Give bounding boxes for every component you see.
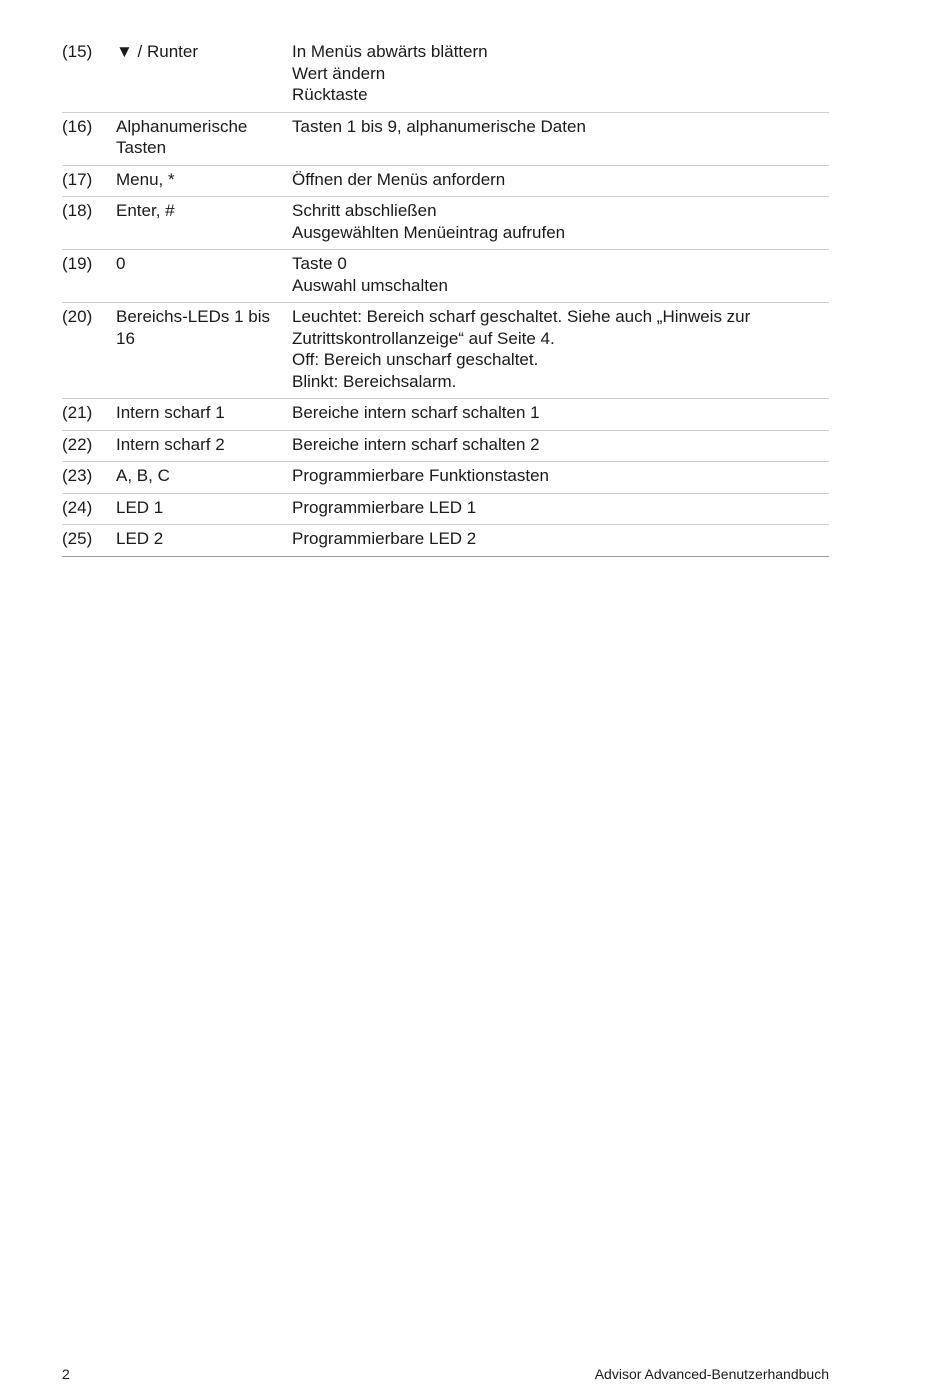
item-number: (21)	[62, 403, 93, 422]
table-row	[62, 38, 829, 113]
description-line: Öffnen der Menüs anfordern	[292, 169, 506, 189]
description-line: Ausgewählten Menüeintrag aufrufen	[292, 222, 566, 242]
description-line: Programmierbare LED 1	[292, 497, 477, 517]
item-number: (20)	[62, 307, 93, 326]
item-number: (19)	[62, 254, 93, 273]
item-number: (17)	[62, 169, 93, 189]
key-description	[292, 465, 829, 487]
table-row	[62, 494, 829, 526]
key-description	[292, 497, 829, 519]
key-description	[292, 253, 829, 296]
description-line: Off: Bereich unscharf geschaltet.	[292, 350, 539, 369]
table-row	[62, 166, 829, 198]
table-row	[62, 113, 829, 166]
description-line: Bereiche intern scharf schalten 1	[292, 403, 540, 422]
key-label: Bereichs-LEDs 1 bis 16	[116, 307, 271, 348]
key-label: LED 1	[116, 497, 164, 517]
item-number: (23)	[62, 466, 93, 485]
key-description	[292, 169, 829, 191]
description-line: Rücktaste	[292, 85, 368, 104]
key-label: A, B, C	[116, 466, 170, 485]
item-number: (15)	[62, 42, 93, 61]
description-line: Taste 0	[292, 254, 347, 273]
description-line: Tasten 1 bis 9, alphanumerische Daten	[292, 116, 586, 136]
description-line: Programmierbare Funktionstasten	[292, 466, 550, 485]
page-number: 2	[62, 1366, 70, 1382]
item-number: (18)	[62, 201, 93, 220]
description-line: Leuchtet: Bereich scharf geschaltet. Siehe auch „Hinweis zur	[292, 307, 751, 326]
description-line: In Menüs abwärts blättern	[292, 42, 488, 61]
description-line: Schritt abschließen	[292, 201, 437, 220]
key-description	[292, 116, 829, 159]
key-label: LED 2	[116, 529, 164, 548]
key-label: Intern scharf 1	[116, 403, 225, 422]
key-label: Enter, #	[116, 201, 175, 220]
key-label: Alphanumerische Tasten	[116, 116, 248, 157]
key-description	[292, 402, 829, 424]
table-row	[62, 303, 829, 399]
key-label: Menu, *	[116, 169, 175, 189]
table-row	[62, 399, 829, 431]
key-description	[292, 434, 829, 456]
key-description-table	[62, 38, 829, 557]
key-description	[292, 200, 829, 243]
key-description	[292, 41, 829, 106]
key-label: 0	[116, 254, 126, 273]
key-description	[292, 306, 829, 392]
key-description	[292, 528, 829, 550]
key-label: ▼ / Runter	[116, 42, 199, 61]
item-number: (16)	[62, 116, 93, 136]
table-row	[62, 250, 829, 303]
description-line: Auswahl umschalten	[292, 275, 448, 295]
table-row	[62, 525, 829, 557]
item-number: (22)	[62, 434, 93, 454]
description-line: Blinkt: Bereichsalarm.	[292, 371, 457, 391]
item-number: (25)	[62, 529, 93, 548]
description-line: Programmierbare LED 2	[292, 529, 477, 548]
description-line: Wert ändern	[292, 63, 386, 83]
key-label: Intern scharf 2	[116, 434, 225, 454]
table-row	[62, 197, 829, 250]
description-line: Zutrittskontrollanzeige“ auf Seite 4.	[292, 328, 555, 348]
table-row	[62, 462, 829, 494]
item-number: (24)	[62, 497, 93, 517]
document-title: Advisor Advanced-Benutzerhandbuch	[594, 1366, 829, 1382]
description-line: Bereiche intern scharf schalten 2	[292, 434, 540, 454]
table-row	[62, 431, 829, 463]
